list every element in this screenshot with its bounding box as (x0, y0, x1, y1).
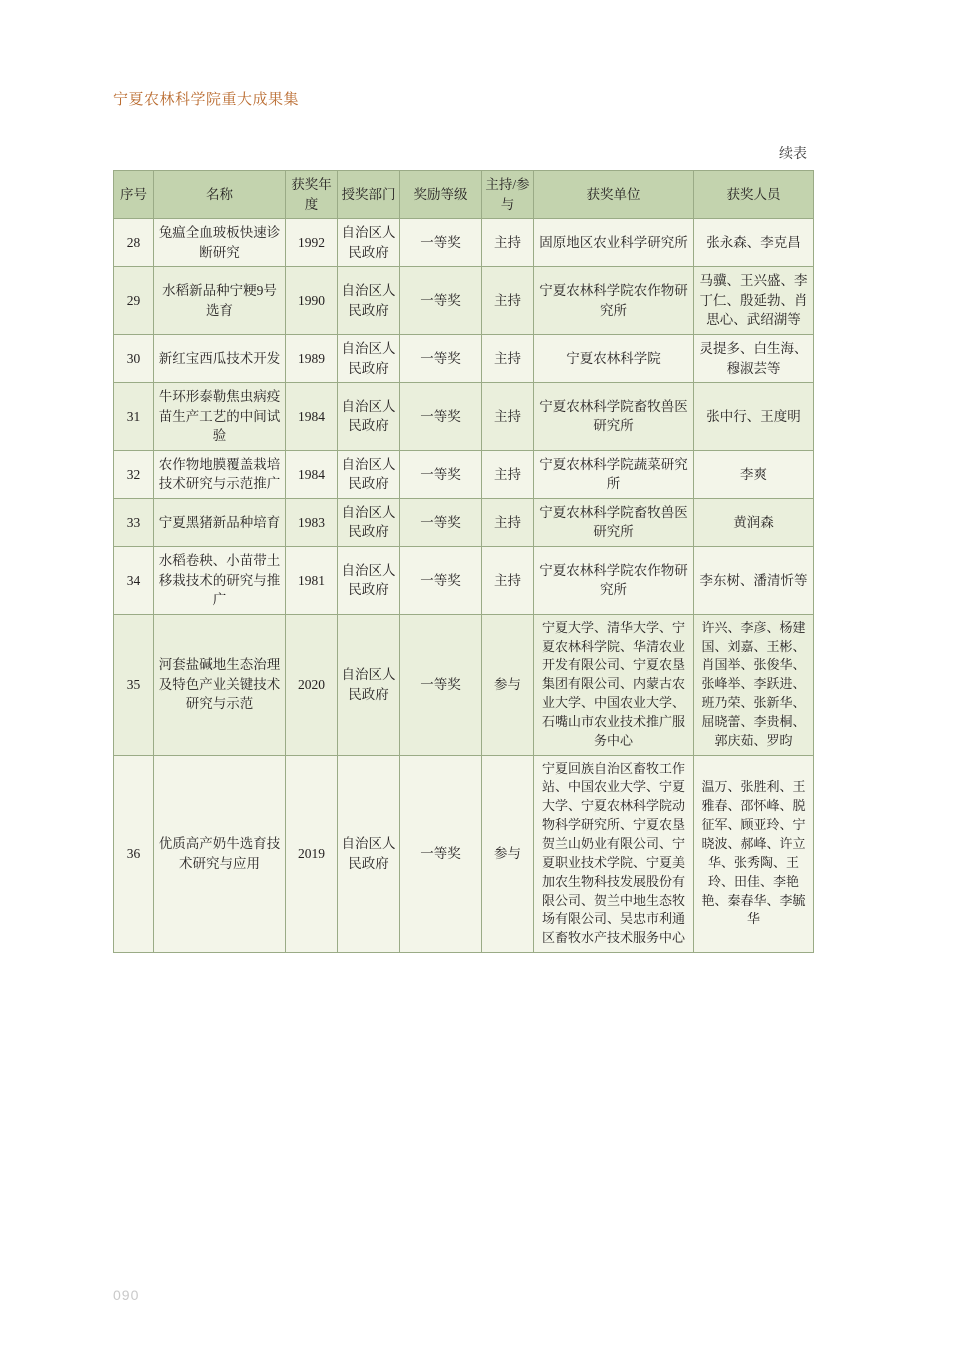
cell-dept: 自治区人民政府 (338, 450, 400, 498)
cell-role: 参与 (482, 755, 534, 952)
cell-no: 31 (114, 383, 154, 451)
cell-name: 兔瘟全血玻板快速诊断研究 (154, 219, 286, 267)
cell-unit: 固原地区农业科学研究所 (534, 219, 694, 267)
cell-people: 许兴、李彦、杨建国、刘嘉、王彬、肖国举、张俊华、张峰举、李跃进、班乃荣、张新华、屈晓蕾、李贵桐、郭庆茹、罗昀 (694, 614, 814, 755)
page-number: 090 (113, 1287, 140, 1303)
cell-dept: 自治区人民政府 (338, 334, 400, 382)
cell-unit: 宁夏农林科学院畜牧兽医研究所 (534, 383, 694, 451)
column-header-name: 名称 (154, 171, 286, 219)
column-header-unit: 获奖单位 (534, 171, 694, 219)
cell-level: 一等奖 (400, 450, 482, 498)
cell-year: 1990 (286, 267, 338, 335)
cell-no: 33 (114, 498, 154, 546)
continued-table-label: 续表 (779, 147, 807, 162)
cell-level: 一等奖 (400, 498, 482, 546)
cell-name: 农作物地膜覆盖栽培技术研究与示范推广 (154, 450, 286, 498)
cell-year: 1992 (286, 219, 338, 267)
cell-dept: 自治区人民政府 (338, 219, 400, 267)
cell-people: 张中行、王度明 (694, 383, 814, 451)
cell-role: 主持 (482, 383, 534, 451)
column-header-dept: 授奖部门 (338, 171, 400, 219)
cell-level: 一等奖 (400, 755, 482, 952)
cell-people: 黄润森 (694, 498, 814, 546)
cell-dept: 自治区人民政府 (338, 267, 400, 335)
table-row (114, 219, 814, 267)
cell-role: 主持 (482, 219, 534, 267)
table-row (114, 450, 814, 498)
table-row (114, 267, 814, 335)
cell-year: 1989 (286, 334, 338, 382)
cell-unit: 宁夏农林科学院畜牧兽医研究所 (534, 498, 694, 546)
running-title: 宁夏农林科学院重大成果集 (113, 91, 300, 108)
cell-dept: 自治区人民政府 (338, 383, 400, 451)
table-row (114, 755, 814, 952)
cell-year: 1984 (286, 450, 338, 498)
column-header-no: 序号 (114, 171, 154, 219)
cell-people: 马骥、王兴盛、李丁仁、殷延勃、肖思心、武绍湖等 (694, 267, 814, 335)
cell-name: 优质高产奶牛选育技术研究与应用 (154, 755, 286, 952)
table-header-row (114, 171, 814, 219)
cell-no: 30 (114, 334, 154, 382)
cell-people: 李东树、潘清忻等 (694, 547, 814, 615)
cell-people: 灵提多、白生海、穆淑芸等 (694, 334, 814, 382)
table-body (114, 219, 814, 953)
cell-unit: 宁夏农林科学院 (534, 334, 694, 382)
cell-role: 主持 (482, 498, 534, 546)
cell-dept: 自治区人民政府 (338, 547, 400, 615)
cell-unit: 宁夏农林科学院蔬菜研究所 (534, 450, 694, 498)
cell-level: 一等奖 (400, 547, 482, 615)
cell-name: 宁夏黑猪新品种培育 (154, 498, 286, 546)
cell-role: 主持 (482, 450, 534, 498)
table-row (114, 614, 814, 755)
column-header-year: 获奖年度 (286, 171, 338, 219)
cell-name: 牛环形泰勒焦虫病疫苗生产工艺的中间试验 (154, 383, 286, 451)
table-header (114, 171, 814, 219)
cell-level: 一等奖 (400, 267, 482, 335)
award-table (113, 170, 814, 953)
cell-year: 1984 (286, 383, 338, 451)
cell-year: 1981 (286, 547, 338, 615)
cell-year: 1983 (286, 498, 338, 546)
table-row (114, 547, 814, 615)
cell-level: 一等奖 (400, 334, 482, 382)
cell-role: 主持 (482, 334, 534, 382)
cell-year: 2019 (286, 755, 338, 952)
cell-unit: 宁夏农林科学院农作物研究所 (534, 267, 694, 335)
cell-people: 李爽 (694, 450, 814, 498)
column-header-role: 主持/参与 (482, 171, 534, 219)
cell-unit: 宁夏大学、清华大学、宁夏农林科学院、华清农业开发有限公司、宁夏农垦集团有限公司、内蒙古农业大学、中国农业大学、石嘴山市农业技术推广服务中心 (534, 614, 694, 755)
cell-level: 一等奖 (400, 219, 482, 267)
cell-people: 温万、张胜利、王雅春、邵怀峰、脱征军、顾亚玲、宁晓波、郝峰、许立华、张秀陶、王玲、田佳、李艳艳、秦春华、李毓华 (694, 755, 814, 952)
cell-no: 32 (114, 450, 154, 498)
cell-no: 35 (114, 614, 154, 755)
cell-level: 一等奖 (400, 614, 482, 755)
cell-no: 28 (114, 219, 154, 267)
table-row (114, 383, 814, 451)
cell-name: 水稻新品种宁粳9号选育 (154, 267, 286, 335)
table-row (114, 334, 814, 382)
cell-unit: 宁夏农林科学院农作物研究所 (534, 547, 694, 615)
cell-year: 2020 (286, 614, 338, 755)
cell-no: 36 (114, 755, 154, 952)
cell-name: 水稻卷秧、小苗带土移栽技术的研究与推广 (154, 547, 286, 615)
cell-role: 参与 (482, 614, 534, 755)
cell-role: 主持 (482, 267, 534, 335)
cell-role: 主持 (482, 547, 534, 615)
cell-level: 一等奖 (400, 383, 482, 451)
cell-dept: 自治区人民政府 (338, 614, 400, 755)
cell-no: 29 (114, 267, 154, 335)
cell-unit: 宁夏回族自治区畜牧工作站、中国农业大学、宁夏大学、宁夏农林科学院动物科学研究所、宁夏农垦贺兰山奶业有限公司、宁夏职业技术学院、宁夏美加农生物科技发展股份有限公司、贺兰中地生态牧场有限公司、吴忠市利通区畜牧水产技术服务中心 (534, 755, 694, 952)
cell-name: 河套盐碱地生态治理及特色产业关键技术研究与示范 (154, 614, 286, 755)
cell-dept: 自治区人民政府 (338, 498, 400, 546)
cell-dept: 自治区人民政府 (338, 755, 400, 952)
column-header-people: 获奖人员 (694, 171, 814, 219)
cell-no: 34 (114, 547, 154, 615)
cell-people: 张永森、李克昌 (694, 219, 814, 267)
cell-name: 新红宝西瓜技术开发 (154, 334, 286, 382)
column-header-level: 奖励等级 (400, 171, 482, 219)
table-row (114, 498, 814, 546)
